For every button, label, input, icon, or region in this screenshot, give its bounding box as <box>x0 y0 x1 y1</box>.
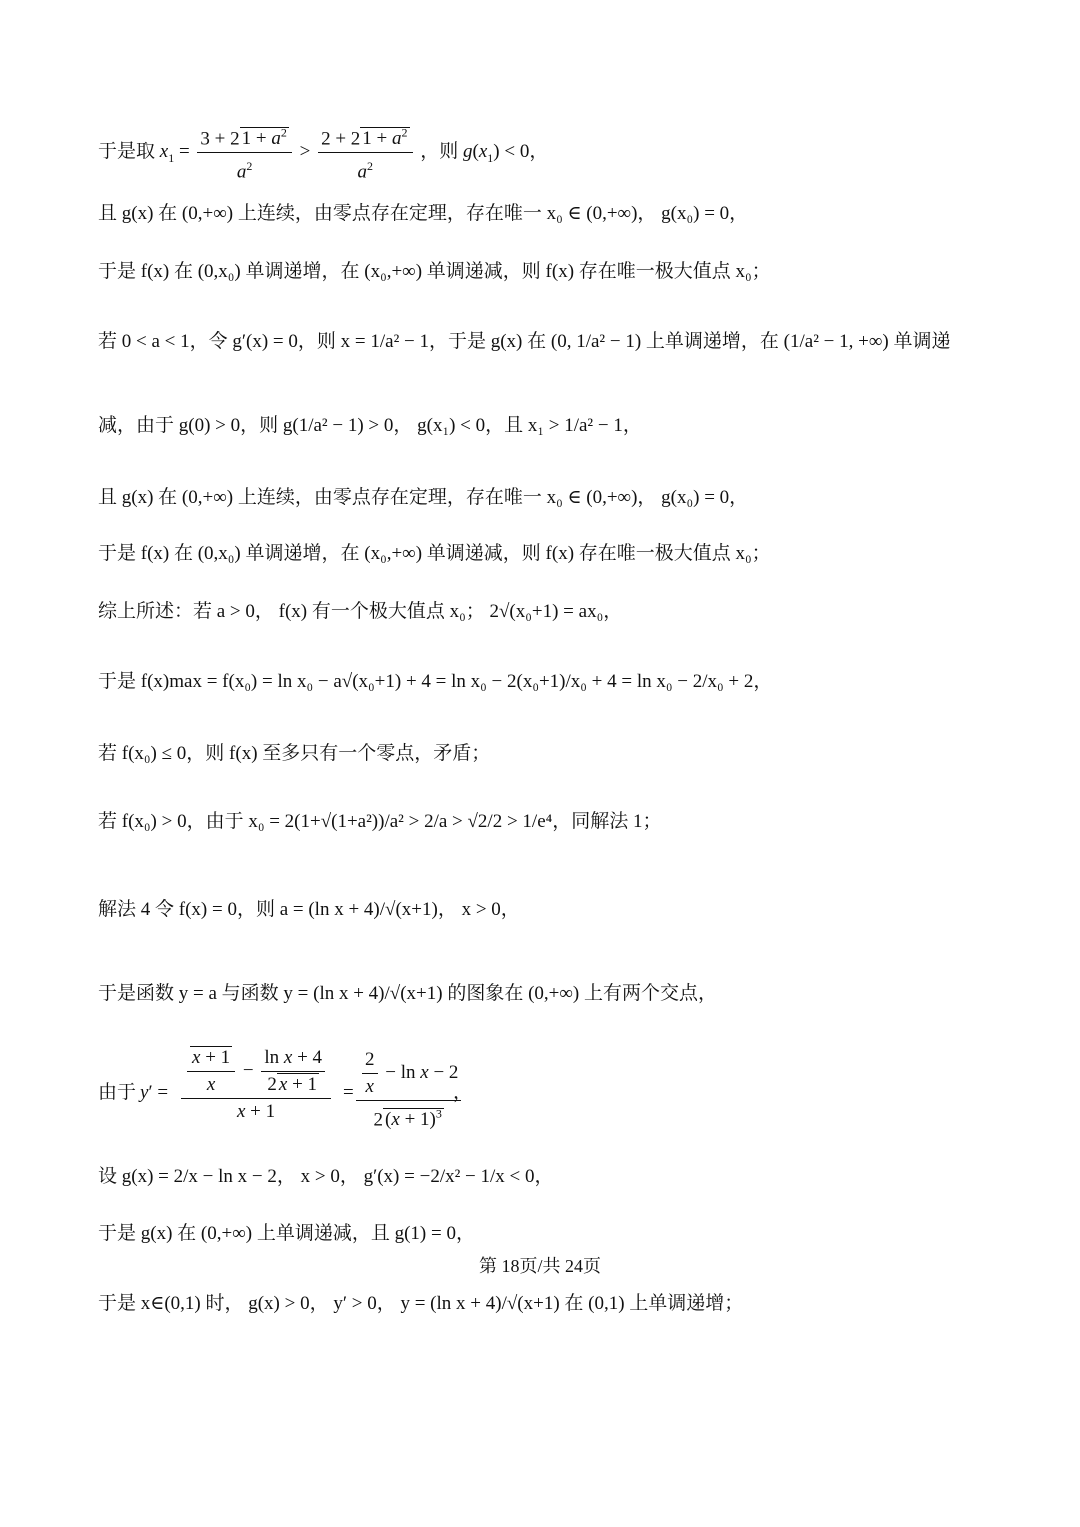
rhs-fraction: $\frac{2}{x}$ − ln x − 2 2 $(x + 1)^3$ <box>356 1047 461 1133</box>
line-10: 若 f(x₀) ≤ 0，则 f(x) 至多只有一个零点，矛盾； <box>98 743 491 764</box>
line-16: 于是 g(x) 在 (0,+∞) 上单调递减，且 g(1) = 0， <box>98 1223 475 1244</box>
math: x <box>159 141 169 163</box>
line-11: 若 f(x₀) > 0，由于 x₀ = 2(1+√(1+a²))/a² > 2/a > √2/2 > 1/e⁴，同解法 1； <box>98 811 662 832</box>
line-7: 于是 f(x) 在 (0,x₀) 单调递增，在 (x₀,+∞) 单调递减，则 f(x) 存在唯一极大值点 x₀； <box>98 543 771 564</box>
line-5: 减，由于 g(0) > 0，则 g(1/a² − 1) > 0， g(x₁) < 0，且 x₁ > 1/a² − 1， <box>98 415 642 436</box>
line-1: 于是取 $x_1$ = $\frac{3 + 2 1 + a^2}{a^2}$ > $\frac{2 + 2 1 + a^2}{a^2}$ ，则 $g(x_1) < 0$， <box>98 120 1020 186</box>
line-6: 且 g(x) 在 (0,+∞) 上连续，由零点存在定理，存在唯一 x₀ ∈ (0,+∞)， g(x₀) = 0， <box>98 487 749 508</box>
line-1-lead: 于是取 <box>98 141 156 163</box>
line-4: 若 0 < a < 1，令 g′(x) = 0，则 x = 1/a² − 1，于是 g(x) 在 (0, 1/a² − 1) 上单调递增，在 (1/a² − 1, +∞) 单调递 <box>98 331 951 352</box>
line-8: 综上所述：若 a > 0， f(x) 有一个极大值点 x₀； 2√(x₀+1) = ax₀， <box>98 601 623 622</box>
line-3: 于是 f(x) 在 (0,x₀) 单调递增，在 (x₀,+∞) 单调递减，则 f(x) 存在唯一极大值点 x₀； <box>98 261 771 282</box>
line-9: 于是 f(x)max = f(x₀) = ln x₀ − a√(x₀+1) + 4 = ln x₀ − 2(x₀+1)/x₀ + 4 = ln x₀ − 2/x₀ + 2， <box>98 671 773 692</box>
line-17: 于是 x∈(0,1) 时， g(x) > 0， y′ > 0， y = (ln x + 4)/√(x+1) 在 (0,1) 上单调递增； <box>98 1293 744 1314</box>
fraction: $\frac{3 + 2 1 + a^2}{a^2}$ <box>197 120 291 186</box>
line-2: 且 g(x) 在 (0,+∞) 上连续，由零点存在定理，存在唯一 x₀ ∈ (0,+∞)， g(x₀) = 0， <box>98 203 749 224</box>
page-footer: 第 18页/共 24页 <box>478 1256 601 1276</box>
fraction: $\frac{2 + 2 1 + a^2}{a^2}$ <box>318 120 412 186</box>
line-15: 设 g(x) = 2/x − ln x − 2， x > 0， g′(x) = −2/x² − 1/x < 0， <box>98 1166 554 1187</box>
y-prime: y′ = <box>140 1082 169 1103</box>
line-12: 解法 4 令 f(x) = 0，则 a = (ln x + 4)/√(x+1)， x > 0， <box>98 899 520 920</box>
line-14-lead: 由于 <box>98 1082 137 1103</box>
line-13: 于是函数 y = a 与函数 y = (ln x + 4)/√(x+1) 的图象在 (0,+∞) 上有两个交点， <box>98 983 718 1004</box>
line-14: 由于 y′ = $\frac{x + 1}{x}$ − $\frac{\text{ln x + 4}}{2 x + 1}$ x + 1 = $\frac{2}{x}$ − ln x − 2 2 $(x + 1)^3$ ， <box>98 1045 1020 1135</box>
compound-fraction: $\frac{x + 1}{x}$ − $\frac{\text{ln x + 4}}{2 x + 1}$ x + 1 <box>181 1045 331 1125</box>
